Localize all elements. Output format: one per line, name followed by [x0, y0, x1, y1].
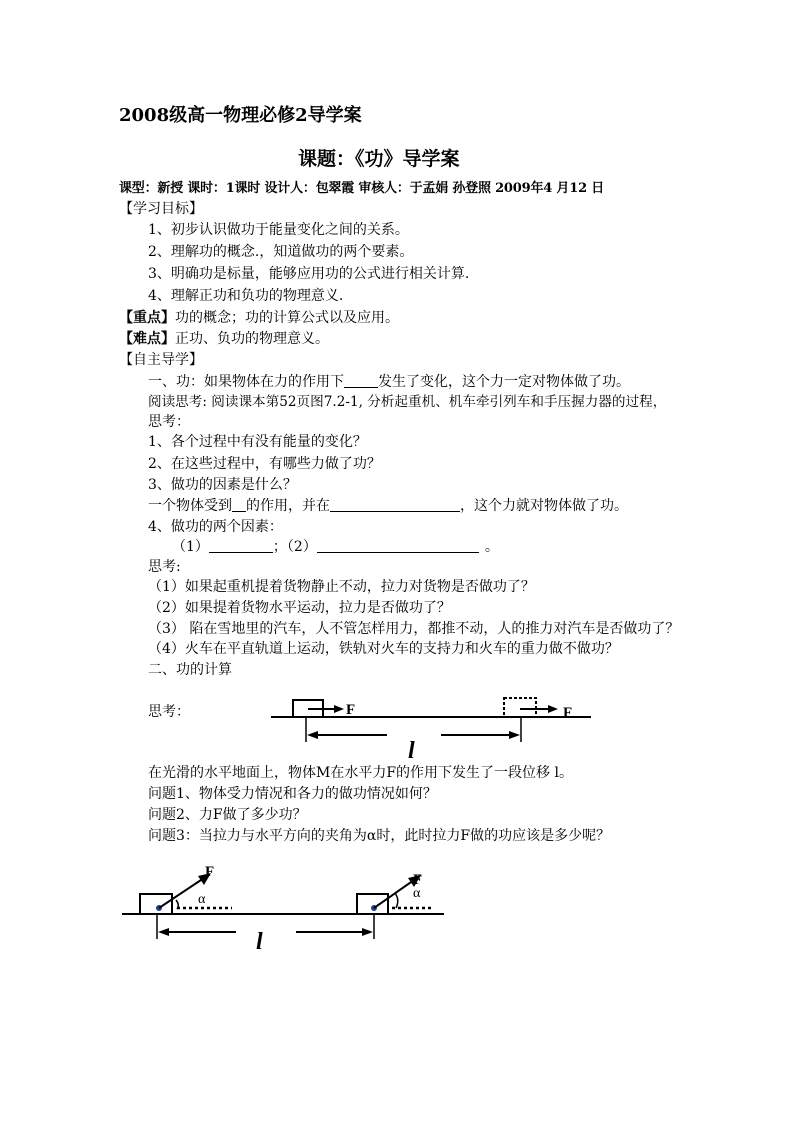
- goal-item: 2、理解功的概念.，知道做功的两个要素。: [148, 244, 414, 260]
- goal-item: 4、理解正功和负功的物理意义.: [148, 288, 344, 304]
- think-question-1: （1）如果起重机提着货物静止不动，拉力对货物是否做功了？: [148, 579, 535, 595]
- force-label: F: [346, 702, 356, 718]
- distance-arrowhead-left: [158, 928, 169, 936]
- force-label: F: [205, 864, 215, 880]
- distance-arrowhead-left: [307, 731, 318, 739]
- difficult-point-label: 【难点】: [119, 331, 175, 347]
- factor-1-label: （1）: [172, 539, 209, 555]
- block-start: [140, 894, 172, 914]
- calc-question-1: 问题1、物体受力情况和各力的做功情况如何？: [148, 786, 437, 802]
- calc-description: 在光滑的水平地面上，物体M在水平力F的作用下发生了一段位移 l。: [148, 765, 573, 781]
- force-label: F: [563, 705, 573, 721]
- force-arrow-head: [334, 705, 344, 713]
- block-end-dashed: [504, 698, 536, 717]
- question-4: 4、做功的两个因素：: [148, 519, 283, 535]
- goal-item: 3、明确功是标量，能够应用功的公式进行相关计算.: [148, 266, 470, 282]
- distance-label: l: [256, 929, 263, 955]
- lesson-info: 课型：新授 课时：1课时 设计人：包翠霞 审核人：于孟娟 孙登照 2009年4 月12 日: [119, 181, 605, 196]
- think-label: 思考：: [148, 414, 190, 430]
- block-end: [357, 894, 388, 914]
- document-title: 2008级高一物理必修2导学案: [119, 105, 362, 126]
- part2-heading: 二、功的计算: [148, 662, 232, 678]
- think3-label: 思考：: [148, 704, 190, 720]
- key-point-text: 功的概念；功的计算公式以及应用。: [175, 310, 399, 326]
- distance-label: l: [408, 738, 415, 764]
- calc-question-2: 问题2、力F做了多少功？: [148, 807, 307, 823]
- difficult-point-text: 正功、负功的物理意义。: [175, 331, 329, 347]
- distance-arrowhead-right: [509, 731, 520, 739]
- goal-item: 1、初步认识做功于能量变化之间的关系。: [148, 222, 409, 238]
- think-question-2: （2）如果提着货物水平运动，拉力是否做功了？: [148, 600, 451, 616]
- factor-def-b: 的作用，并在: [246, 498, 330, 514]
- distance-arrowhead-right: [362, 928, 373, 936]
- question-2: 2、在这些过程中，有哪些力做了功？: [148, 456, 381, 472]
- force-label: F: [413, 872, 423, 888]
- angle-label: α: [413, 886, 421, 901]
- goals-heading: 【学习目标】: [119, 201, 203, 217]
- question-3: 3、做功的因素是什么？: [148, 477, 297, 493]
- factor-end: 。: [484, 539, 499, 555]
- angle-arc: [395, 893, 398, 908]
- factor-def-a: 一个物体受到: [148, 498, 232, 514]
- angle-label: α: [198, 892, 206, 907]
- think-question-3: （3） 陷在雪地里的汽车，人不管怎样用力，都推不动，人的推力对汽车是否做功了？: [148, 621, 680, 637]
- factor-2-label: ；（2）: [272, 539, 317, 555]
- key-point-label: 【重点】: [119, 310, 175, 326]
- lesson-title: 课题：《功》导学案: [298, 148, 460, 170]
- think-question-4: （4）火车在平直轨道上运动，铁轨对火车的支持力和火车的重力做不做功？: [148, 641, 619, 657]
- question-1: 1、各个过程中有没有能量的变化？: [148, 434, 367, 450]
- work-definition-pre: 一、功：如果物体在力的作用下: [148, 374, 344, 390]
- force-arrow-head: [548, 705, 558, 713]
- work-definition-post: 发生了变化，这个力一定对物体做了功。: [378, 374, 630, 390]
- think2-label: 思考:: [148, 559, 181, 575]
- factor-def-c: ，这个力就对物体做了功。: [460, 498, 628, 514]
- self-study-heading: 【自主导学】: [119, 352, 203, 368]
- calc-question-3: 问题3：当拉力与水平方向的夹角为α时，此时拉力F做的功应该是多少呢？: [148, 828, 611, 844]
- reading-prompt: 阅读思考: 阅读课本第52页图7.2-1, 分析起重机、机车牵引列车和手压握力器的过程，: [148, 394, 667, 410]
